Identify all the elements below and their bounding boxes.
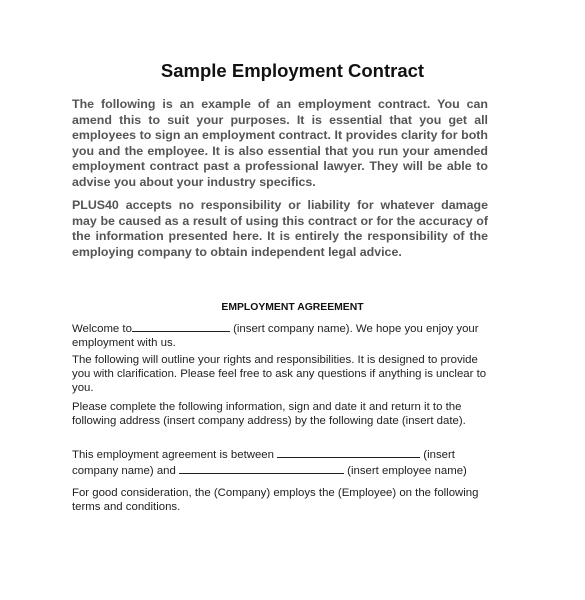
- welcome-prefix: Welcome to: [72, 323, 132, 335]
- document-title: Sample Employment Contract: [160, 60, 425, 81]
- intro-paragraph-2: [72, 198, 488, 260]
- agreement-middle: (insert company name) and: [72, 449, 455, 477]
- agreement-prefix: This employment agreement is between: [72, 449, 278, 461]
- agreement-paragraph: [72, 446, 492, 478]
- welcome-suffix: (insert company name). We hope you enjoy your employment with us.: [72, 323, 479, 349]
- agreement-line: [72, 446, 492, 478]
- intro-paragraph-1: [72, 97, 488, 191]
- agreement-suffix: (insert employee name): [344, 465, 467, 477]
- section-heading: EMPLOYMENT AGREEMENT: [221, 302, 364, 313]
- company-name-blank[interactable]: [132, 320, 230, 332]
- complete-paragraph-text: Please complete the following information, sign and date it and return it to the following address (insert company address) by the following date (insert date).: [72, 401, 466, 427]
- agreement-employee-blank[interactable]: [179, 462, 344, 474]
- complete-paragraph: [72, 400, 492, 428]
- outline-paragraph-text: The following will outline your rights and responsibilities. It is designed to provide you with clarification. Please feel free to ask any questions if anything is unclear to you.: [72, 354, 487, 394]
- consideration-paragraph-text: For good consideration, the (Company) employs the (Employee) on the following terms and conditions.: [72, 487, 479, 513]
- welcome-paragraph: [72, 320, 492, 350]
- intro-paragraph-1-text: The following is an example of an employment contract. You can amend this to suit your purposes. It is essential that you get all employees to sign an employment contract. It provides clarity for both you and the employee. It is also essential that you run your amended employment contract past a professional lawyer. They will be able to advise you about your industry specifics.: [72, 97, 488, 189]
- intro-paragraph-2-text: PLUS40 accepts no responsibility or liability for whatever damage may be caused as a result of using this contract or for the accuracy of the information presented here. It is entirely the responsibility of the employing company to obtain independent legal advice.: [72, 198, 488, 259]
- welcome-line: [72, 320, 492, 350]
- agreement-company-blank[interactable]: [277, 446, 420, 458]
- consideration-paragraph: [72, 486, 492, 514]
- outline-paragraph: [72, 353, 492, 395]
